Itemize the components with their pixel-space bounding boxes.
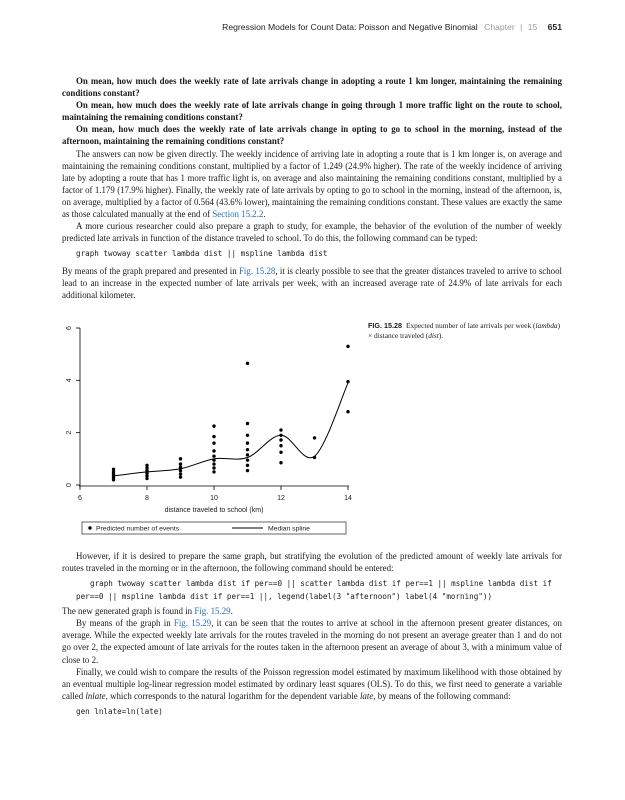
chapter-label: Chapter — [484, 22, 515, 32]
data-point — [246, 434, 249, 437]
x-tick-label: 10 — [210, 495, 218, 502]
figure-label: FIG. 15.28 — [368, 321, 402, 330]
data-point — [346, 410, 349, 413]
x-tick-label: 8 — [145, 495, 149, 502]
data-point — [212, 458, 215, 461]
data-point — [179, 475, 182, 478]
data-point — [313, 456, 316, 459]
legend-label-spline: Median spline — [268, 525, 310, 533]
figure-link-1529-a[interactable]: Fig. 15.29 — [194, 606, 231, 617]
new-graph-paragraph — [62, 605, 562, 617]
data-point — [279, 428, 282, 431]
code-block-2 — [62, 578, 562, 603]
data-point — [279, 444, 282, 447]
data-point — [112, 468, 115, 471]
code-block-3: gen lnlate=ln(late) — [76, 706, 163, 716]
scatter-chart — [0, 318, 625, 548]
graph-result-text: By means of the graph prepared and presented in — [62, 265, 237, 276]
means-paragraph — [62, 617, 562, 665]
data-point — [246, 362, 249, 365]
data-point — [346, 380, 349, 383]
data-point — [246, 422, 249, 425]
graph-result-paragraph — [62, 265, 562, 301]
caption-dist: dist — [428, 330, 439, 340]
data-point — [246, 441, 249, 444]
caption-text-c: ). — [438, 330, 444, 340]
x-tick-label: 14 — [344, 495, 352, 502]
means-end: , it can be seen that the routes to arrive at school in the afternoon present greater distances, on average. While the expected weekly late arrivals for the routes traveled in the morning do not present an average greater than 1 and do not go over 2, the expected amount of late arrivals for the routes taken in the afternoon present an average of about 3, with a minimum value of close to 2. — [62, 618, 562, 665]
section-link[interactable]: Section 15.2.2 — [212, 209, 264, 220]
running-title: Regression Models for Count Data: Poisson and Negative Binomial — [222, 22, 478, 32]
lower-text-block — [62, 550, 562, 722]
finally-text-b: , which corresponds to the natural logarithm for the dependent variable — [105, 690, 358, 701]
data-point — [246, 453, 249, 456]
stratify-paragraph: However, if it is desired to prepare the same graph, but stratifying the evolution of the predicted amount of weekly late arrivals for routes traveled in the morning or in the afternoon, the following command should be entered: — [62, 551, 562, 574]
answers-text: The answers can now be given directly. The weekly incidence of arriving late in adopting a route that is 1 km longer is, on average and maintaining the remaining conditions constant, multiplied by a factor of 1.249 (24.9% higher). The rate of the weekly incidence of arriving late by adopting a route that has 1 more traffic light is, on average and also maintaining the remaining conditions constant, multiplied by a factor of 1.179 (17.9% higher). Finally, the weekly rate of late arrivals by opting to go to school in the morning, instead of the afternoon, is, on average, multiplied by a factor of 0.564 (43.6% lower), maintaining the remaining conditions constant. These values are exactly the same as those calculated manually at the end of — [62, 148, 562, 220]
graph-result-end: , it is clearly possible to see that the greater distances traveled to arrive to school lead to an increase in the expected number of late arrivals per week, with an increased average rate of 24.9% of late arrivals for each additional kilometer. — [62, 265, 562, 300]
median-spline-line — [114, 383, 349, 476]
new-graph-text: The new generated graph is found in — [62, 606, 193, 617]
legend-marker-points — [88, 526, 91, 529]
data-point — [246, 458, 249, 461]
finally-text-c: , by means of the following command: — [373, 690, 511, 701]
finally-paragraph — [62, 666, 562, 702]
y-tick-label: 4 — [65, 378, 73, 383]
data-point — [179, 462, 182, 465]
finally-text-a: Finally, we could wish to compare the results of the Poisson regression model estimated by maximum likelihood with those obtained by an eventual multiple log-linear regression model estimated by ordinary least squares (OLS). To do this, we first need to generate a variable called — [62, 666, 562, 701]
data-point — [246, 464, 249, 467]
question-2: On mean, how much does the weekly rate of late arrivals change in going through 1 more traffic light on the route to school, maintaining the remaining conditions constant? — [62, 100, 562, 123]
data-point — [212, 462, 215, 465]
caption-text-b: ) × distance traveled ( — [368, 321, 561, 340]
figure-caption — [368, 321, 562, 341]
data-point — [212, 424, 215, 427]
data-point — [145, 464, 148, 467]
graph-intro-paragraph: A more curious researcher could also prepare a graph to study, for example, the behavior of the evolution of the number of weekly predicted late arrivals in function of the distance traveled to school. To do this, the following command can be typed: — [62, 221, 562, 244]
figure-link-1528[interactable]: Fig. 15.28 — [238, 265, 276, 276]
data-point — [212, 470, 215, 473]
data-point — [212, 449, 215, 452]
data-point — [212, 455, 215, 458]
data-point — [279, 451, 282, 454]
data-point — [313, 436, 316, 439]
x-axis-title: distance traveled to school (km) — [164, 507, 264, 514]
means-text: By means of the graph in — [76, 618, 171, 629]
data-point — [346, 345, 349, 348]
data-point — [179, 469, 182, 472]
data-point — [246, 448, 249, 451]
upper-text-block — [62, 75, 562, 301]
data-point — [246, 469, 249, 472]
caption-text-a: Expected number of late arrivals per week ( — [405, 321, 536, 330]
data-point — [179, 457, 182, 460]
data-point — [279, 434, 282, 437]
answers-paragraph — [62, 148, 562, 221]
code-block-1: graph twoway scatter lambda dist || mspline lambda dist — [76, 249, 328, 259]
y-tick-label: 2 — [65, 430, 73, 435]
question-1: On mean, how much does the weekly rate of late arrivals change in adopting a route 1 km longer, maintaining the remaining conditions constant? — [62, 76, 562, 99]
data-point — [279, 438, 282, 441]
x-tick-label: 12 — [277, 495, 285, 502]
figure-link-1529-b[interactable]: Fig. 15.29 — [173, 618, 212, 629]
code-2-line-2: per==0 || mspline lambda dist if per==1 ||, legend(label(3 "afternoon") label(4 "morning")) — [76, 591, 493, 601]
question-3: On mean, how much does the weekly rate of late arrivals change in opting to go to school in the morning, instead of the afternoon, maintaining the remaining conditions constant? — [62, 124, 562, 147]
y-tick-label: 0 — [65, 483, 73, 487]
page-number: 651 — [547, 22, 562, 32]
x-tick-label: 6 — [78, 495, 82, 502]
answers-end: . — [263, 209, 266, 220]
var-late: late — [359, 690, 374, 701]
data-point — [179, 466, 182, 469]
data-point — [212, 435, 215, 438]
var-lnlate: lnlate — [85, 690, 106, 701]
data-point — [212, 466, 215, 469]
data-point — [212, 441, 215, 444]
header-separator: | — [520, 22, 523, 32]
y-tick-label: 6 — [65, 326, 73, 330]
running-header — [62, 22, 562, 32]
data-point — [279, 461, 282, 464]
legend-label-points: Predicted number of events — [96, 525, 180, 533]
code-2-line-1: graph twoway scatter lambda dist if per==0 || scatter lambda dist if per==1 || mspline lambda dist if — [90, 579, 552, 589]
data-point — [179, 472, 182, 475]
new-graph-end: . — [230, 606, 233, 617]
chapter-number: 15 — [527, 22, 538, 32]
caption-lambda: lambda — [535, 321, 558, 330]
